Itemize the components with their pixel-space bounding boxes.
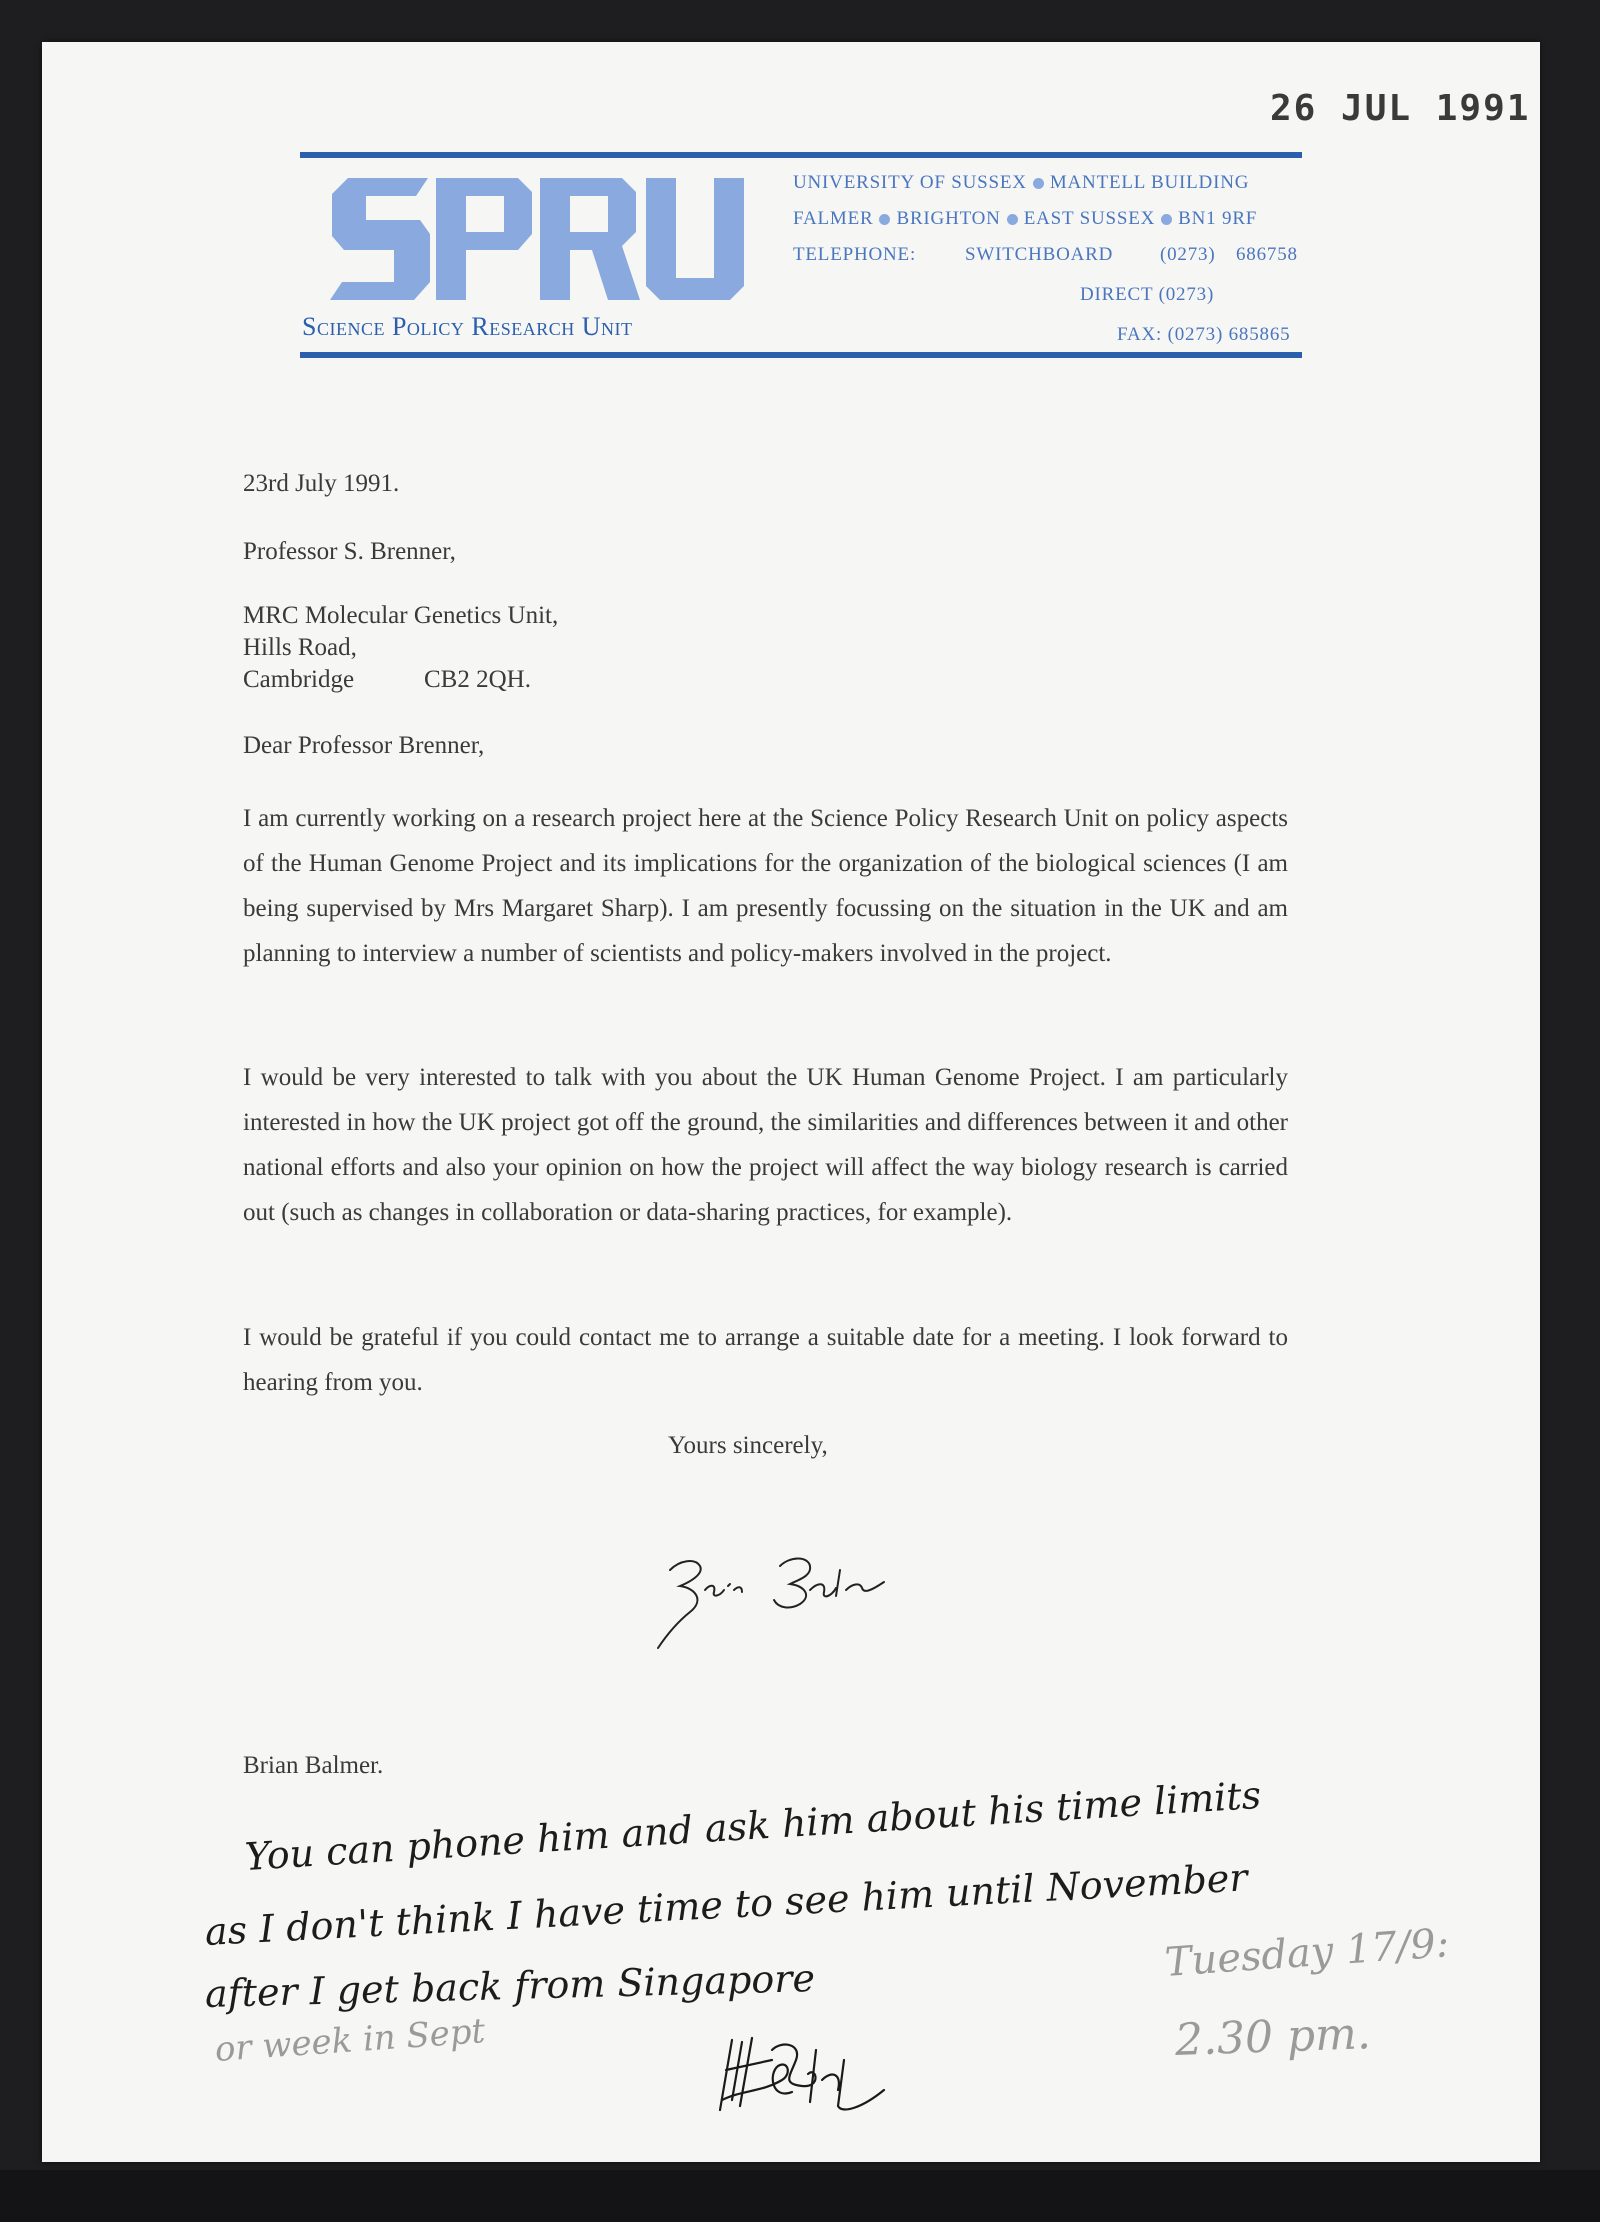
- bullet-dot: [879, 214, 890, 225]
- letter-date: 23rd July 1991.: [243, 470, 400, 497]
- unit-name: Science Policy Research Unit: [302, 312, 633, 341]
- salutation: Dear Professor Brenner,: [243, 732, 485, 759]
- logo-letter-r: [540, 178, 640, 300]
- fax-number: FAX: (0273) 685865: [1117, 324, 1291, 345]
- bullet-dot: [1033, 178, 1044, 189]
- signature: [650, 1530, 910, 1670]
- recipient-city: Cambridge: [243, 666, 355, 693]
- scan-edge: [0, 2170, 1600, 2222]
- switchboard-code: (0273): [1160, 244, 1216, 265]
- logo-letter-s: [330, 178, 430, 300]
- spru-logo: [328, 178, 744, 300]
- letterhead-bottom-rule: [300, 352, 1302, 358]
- address-line-1: UNIVERSITY OF SUSSEX MANTELL BUILDING: [793, 172, 1250, 193]
- telephone-label: TELEPHONE:: [793, 244, 917, 265]
- address-line-2: FALMER BRIGHTON EAST SUSSEX BN1 9RF: [793, 208, 1258, 229]
- sender-name: Brian Balmer.: [243, 1752, 384, 1779]
- handwritten-note-line-1: You can phone him and ask him about his time limits: [243, 1772, 1263, 1879]
- bullet-dot: [1161, 214, 1172, 225]
- switchboard-label: SWITCHBOARD: [965, 244, 1114, 265]
- recipient-address-line: MRC Molecular Genetics Unit,: [243, 602, 559, 629]
- handwritten-note-line-3: after I get back from Singapore: [204, 1956, 816, 2016]
- letterhead-top-rule: [300, 152, 1302, 158]
- body-paragraph-2: I would be very interested to talk with you about the UK Human Genome Project. I am particularly interested in how the UK project got off the ground, the similarities and differences between it and other national efforts and also your opinion on how the project will affect the way biology research is carried out (such as changes in collaboration or data-sharing practices, for example).: [243, 1064, 1288, 1226]
- logo-letter-p: [436, 178, 532, 300]
- received-date-stamp: 26 JUL 1991: [1270, 88, 1531, 129]
- recipient-name: Professor S. Brenner,: [243, 538, 456, 565]
- pencil-note-left: or week in Sept: [213, 2011, 487, 2070]
- body-paragraph-3: I would be grateful if you could contact me to arrange a suitable date for a meeting. I look forward to hearing from you.: [243, 1324, 1288, 1396]
- pencil-note-day: Tuesday 17/9:: [1163, 1920, 1451, 1986]
- direct-line: DIRECT (0273): [1080, 284, 1215, 305]
- body-paragraph-1: I am currently working on a research project here at the Science Policy Research Unit on policy aspects of the Human Genome Project and its implications for the organization of the biological sciences (I am being supervised by Mrs Margaret Sharp). I am presently focussing on the situation in the UK and am planning to interview a number of scientists and policy-makers involved in the project.: [243, 805, 1288, 967]
- switchboard-number: 686758: [1236, 244, 1298, 265]
- closing: Yours sincerely,: [668, 1432, 828, 1459]
- recipient-postcode: CB2 2QH.: [424, 666, 531, 693]
- logo-letter-u: [646, 178, 744, 300]
- pencil-note-time: 2.30 pm.: [1174, 2008, 1372, 2066]
- handwritten-note-line-2: as I don't think I have time to see him until November: [203, 1855, 1249, 1954]
- recipient-address-line: Hills Road,: [243, 634, 357, 661]
- handwritten-initials: [712, 2030, 892, 2120]
- bullet-dot: [1007, 214, 1018, 225]
